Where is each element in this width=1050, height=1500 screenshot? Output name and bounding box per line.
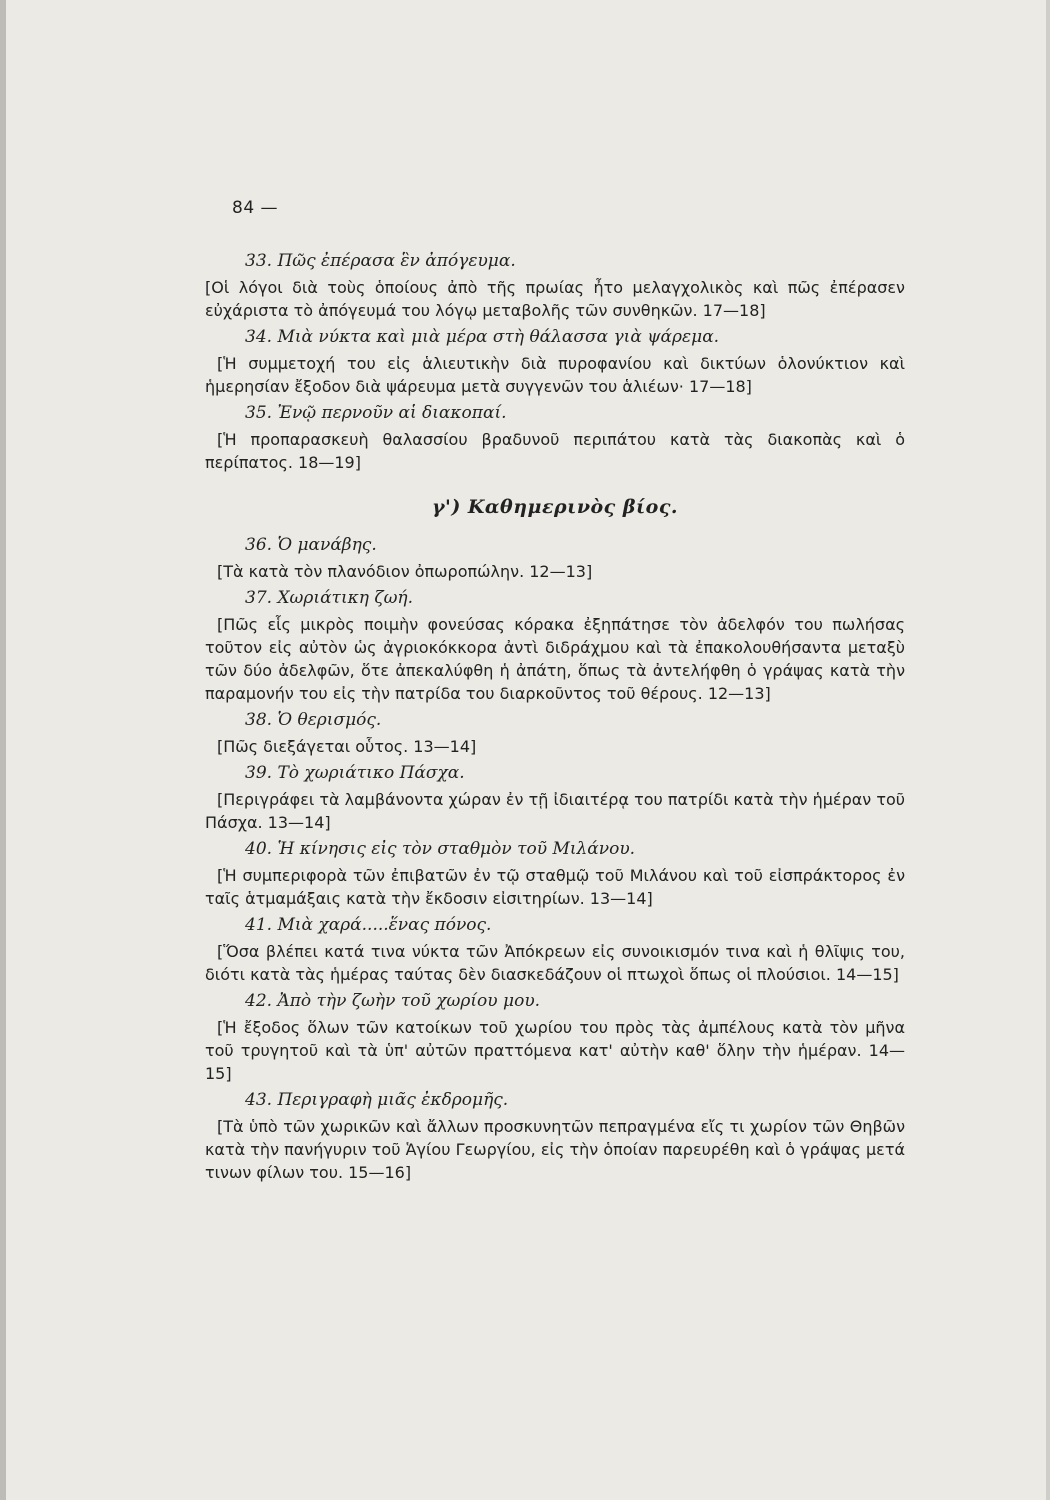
page-number: 84 — bbox=[232, 198, 279, 218]
entry-39 bbox=[205, 762, 905, 834]
entry-heading: 39. Τὸ χωριάτικο Πάσχα. bbox=[245, 763, 465, 783]
entry-heading: 43. Περιγραφὴ μιᾶς ἐκδρομῆς. bbox=[245, 1090, 509, 1110]
entry-description: [Ἡ συμπεριφορὰ τῶν ἐπιβατῶν ἐν τῷ σταθμῷ τοῦ Μιλάνου καὶ τοῦ εἰσπράκτορος ἐν ταῖς ἁτμαμάξαις κατὰ τὴν ἔκδοσιν εἰσιτηρίων. 13—14] bbox=[205, 866, 905, 908]
entry-description: [Ὅσα βλέπει κατά τινα νύκτα τῶν Ἀπόκρεων εἰς συνοικισμόν τινα καὶ ἡ θλῖψις του, διότι κατὰ τὰς ἡμέρας ταύτας δὲν διασκεδάζουν οἱ πτωχοὶ ὅπως οἱ πλούσιοι. 14—15] bbox=[205, 942, 905, 984]
entry-41 bbox=[205, 914, 905, 986]
entry-37 bbox=[205, 587, 905, 705]
page-binding-edge bbox=[0, 0, 6, 1500]
entry-heading: 41. Μιὰ χαρά.....ἕνας πόνος. bbox=[245, 915, 492, 935]
section-title: γ') Καθημερινὸς βίος. bbox=[431, 496, 679, 518]
entry-description: [Ἡ συμμετοχή του εἰς ἁλιευτικὴν διὰ πυροφανίου καὶ δικτύων ὁλονύκτιον καὶ ἡμερησίαν ἔξοδον διὰ ψάρευμα μετὰ συγγενῶν του ἁλιέων· 17—18] bbox=[205, 354, 905, 396]
entry-42 bbox=[205, 990, 905, 1085]
entry-description: [Περιγράφει τὰ λαμβάνοντα χώραν ἐν τῇ ἰδιαιτέρᾳ του πατρίδι κατὰ τὴν ἡμέραν τοῦ Πάσχα. 13—14] bbox=[205, 790, 905, 832]
entry-33 bbox=[205, 250, 905, 322]
entry-heading: 36. Ὁ μανάβης. bbox=[245, 535, 377, 555]
entry-description: [Οἱ λόγοι διὰ τοὺς ὁποίους ἀπὸ τῆς πρωίας ἦτο μελαγχολικὸς καὶ πῶς ἐπέρασεν εὐχάριστα τὸ ἀπόγευμά του λόγῳ μεταβολῆς τῶν συνθηκῶν. 17—18] bbox=[205, 278, 905, 320]
page-content bbox=[205, 250, 905, 1188]
entry-description: [Πῶς εἷς μικρὸς ποιμὴν φονεύσας κόρακα ἐξηπάτησε τὸν ἀδελφόν του πωλήσας τοῦτον εἰς αὐτὸν ὡς ἀγριοκόκκορα ἀντὶ διδράχμου καὶ τὰ ἐπακολουθήσαντα μεταξὺ τῶν δύο ἀδελφῶν, ὅτε ἀπεκαλύφθη ἡ ἀπάτη, ὅπως τὰ ἀντελήφθη ὁ γράψας κατὰ τὴν παραμονήν του εἰς τὴν πατρίδα του διαρκοῦντος τοῦ θέρους. 12—13] bbox=[205, 615, 905, 703]
entry-heading: 33. Πῶς ἐπέρασα ἓν ἀπόγευμα. bbox=[245, 251, 516, 271]
page-right-edge bbox=[1046, 0, 1050, 1500]
entry-heading: 38. Ὁ θερισμός. bbox=[245, 710, 382, 730]
entry-description: [Τὰ ὑπὸ τῶν χωρικῶν καὶ ἄλλων προσκυνητῶν πεπραγμένα εἴς τι χωρίον τῶν Θηβῶν κατὰ τὴν πανήγυριν τοῦ Ἁγίου Γεωργίου, εἰς τὴν ὁποίαν παρευρέθη καὶ ὁ γράψας μετά τινων φίλων του. 15—16] bbox=[205, 1117, 905, 1182]
entry-heading: 34. Μιὰ νύκτα καὶ μιὰ μέρα στὴ θάλασσα γιὰ ψάρεμα. bbox=[245, 327, 720, 347]
entry-36 bbox=[205, 534, 905, 583]
entry-description: [Ἡ προπαρασκευὴ θαλασσίου βραδυνοῦ περιπάτου κατὰ τὰς διακοπὰς καὶ ὁ περίπατος. 18—19] bbox=[205, 430, 905, 472]
entry-description: [Ἡ ἔξοδος ὅλων τῶν κατοίκων τοῦ χωρίου του πρὸς τὰς ἀμπέλους κατὰ τὸν μῆνα τοῦ τρυγητοῦ καὶ τὰ ὑπ' αὐτῶν πραττόμενα κατ' αὐτὴν καθ' ὅλην τὴν ἡμέραν. 14—15] bbox=[205, 1018, 905, 1083]
entry-description: [Τὰ κατὰ τὸν πλανόδιον ὀπωροπώλην. 12—13] bbox=[217, 562, 593, 581]
entry-description: [Πῶς διεξάγεται οὗτος. 13—14] bbox=[217, 737, 477, 756]
entry-40 bbox=[205, 838, 905, 910]
entry-34 bbox=[205, 326, 905, 398]
entry-35 bbox=[205, 402, 905, 474]
entry-38 bbox=[205, 709, 905, 758]
entry-heading: 35. Ἐνῷ περνοῦν αἱ διακοπαί. bbox=[245, 403, 507, 423]
entry-heading: 42. Ἀπὸ τὴν ζωὴν τοῦ χωρίου μου. bbox=[245, 991, 541, 1011]
entry-heading: 37. Χωριάτικη ζωή. bbox=[245, 588, 414, 608]
entry-43 bbox=[205, 1089, 905, 1184]
entry-heading: 40. Ἡ κίνησις εἰς τὸν σταθμὸν τοῦ Μιλάνου. bbox=[245, 839, 636, 859]
